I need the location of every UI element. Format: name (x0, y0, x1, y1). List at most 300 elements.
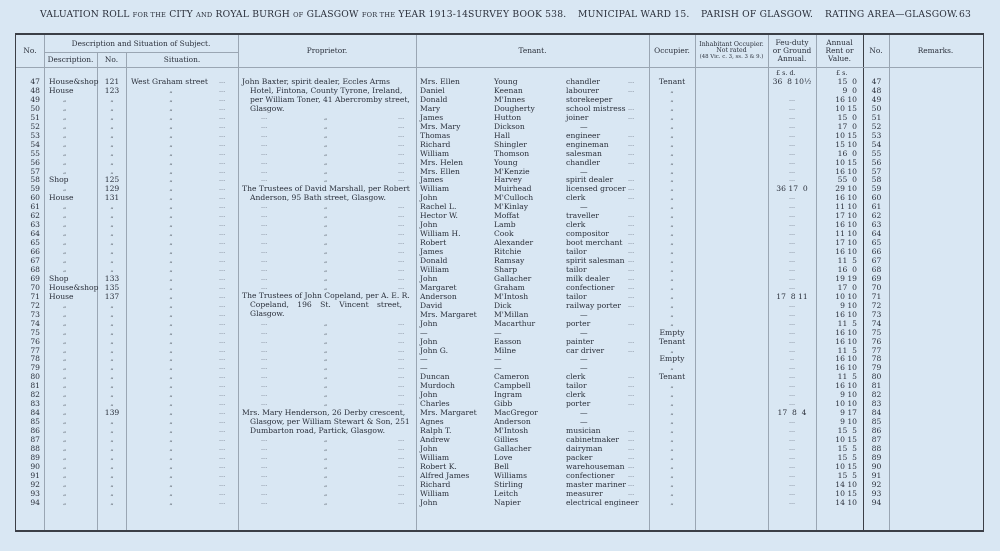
annual-rent-cell: 15 0 (837, 77, 857, 86)
proprietor-dots: ... (398, 318, 405, 327)
proprietor-ditto: „ (324, 399, 328, 408)
feu-duty-cell: ... (788, 220, 796, 229)
occupier-cell: „ (670, 309, 674, 318)
tenant-occupation: porter (566, 399, 591, 409)
annual-rent-cell: 16 10 (835, 336, 857, 346)
feu-duty-cell: ... (788, 103, 796, 112)
annual-rent-cell: 17 10 (835, 211, 857, 221)
situation-cell: „ (169, 390, 173, 399)
annual-rent-cell: 9 10 (840, 390, 857, 400)
table-row (16, 167, 985, 176)
header-no: No. (23, 46, 37, 56)
proprietor-dots: ... (261, 327, 268, 336)
description-cell: „ (63, 426, 67, 435)
tenant-occupation: railway porter (566, 300, 621, 310)
tenant-surname: Ingram (494, 390, 523, 400)
tenant-first-name: James (420, 247, 444, 257)
feu-duty-cell: ... (788, 139, 796, 148)
situation-leader-dots: ... (219, 94, 226, 103)
tenant-leader-dots: ... (628, 381, 635, 390)
header-occupier: Occupier. (654, 46, 690, 56)
description-cell: „ (63, 157, 67, 166)
situation-leader-dots: ... (219, 399, 226, 408)
proprietor-ditto: „ (324, 220, 328, 229)
situation-cell: „ (169, 291, 173, 300)
tenant-leader-dots: ... (628, 372, 635, 381)
feu-duty-cell: 17 8 11 (776, 291, 808, 301)
row-number-right: 65 (871, 238, 882, 248)
proprietor-ditto: „ (324, 256, 328, 264)
tenant-surname: Campbell (494, 381, 531, 391)
occupier-cell: „ (670, 300, 674, 309)
description-cell: „ (63, 300, 67, 309)
row-number: 48 (30, 85, 40, 95)
table-row (16, 444, 985, 453)
feu-duty-cell: ... (788, 336, 796, 345)
annual-rent-cell: 16 0 (837, 148, 857, 158)
feu-units-label: £ s. d. (776, 69, 796, 77)
feu-duty-cell: ... (788, 443, 796, 452)
proprietor-ditto: „ (324, 112, 328, 121)
tenant-leader-dots: ... (628, 157, 635, 166)
description-cell: „ (63, 247, 67, 256)
proprietor-line: Dumbarton road, Partick, Glasgow. (250, 426, 385, 435)
tenant-surname: Harvey (494, 175, 522, 185)
table-row (16, 220, 985, 229)
row-number-right: 54 (871, 139, 882, 149)
annual-rent-cell: 15 5 (837, 470, 857, 480)
description-cell: „ (63, 461, 67, 470)
row-number: 92 (30, 479, 40, 489)
situation-leader-dots: ... (219, 479, 226, 488)
proprietor-dots: ... (398, 452, 405, 461)
tenant-surname: Easson (494, 336, 522, 346)
situation-cell: „ (169, 193, 173, 202)
row-number: 91 (30, 470, 40, 480)
occupier-cell: „ (670, 229, 674, 238)
street-number-cell: „ (110, 256, 114, 264)
row-number-right: 94 (871, 497, 882, 507)
feu-duty-cell: ... (788, 435, 796, 443)
street-number-cell: „ (110, 354, 114, 363)
table-row (16, 104, 985, 113)
situation-leader-dots: ... (219, 372, 226, 381)
annual-rent-cell: 11 5 (837, 372, 857, 382)
feu-duty-cell: ... (788, 497, 796, 506)
occupier-cell: „ (670, 184, 674, 193)
row-number: 80 (30, 372, 40, 382)
situation-cell: „ (169, 497, 173, 506)
table-row (16, 381, 985, 390)
tenant-first-name: Mrs. Ellen (420, 77, 460, 86)
occupier-cell: „ (670, 345, 674, 354)
tenant-occupation: tailor (566, 291, 587, 301)
tenant-leader-dots: ... (628, 85, 635, 94)
description-cell: „ (63, 408, 67, 417)
street-number-cell: „ (110, 264, 114, 273)
description-cell: „ (63, 94, 67, 103)
situation-cell: „ (169, 121, 173, 130)
annual-rent-cell: 10 15 (835, 435, 857, 444)
row-number: 52 (30, 121, 40, 131)
street-number-cell: „ (110, 318, 114, 327)
occupier-cell: „ (670, 85, 674, 94)
tenant-occupation: — (580, 354, 588, 364)
annual-rent-cell: 11 5 (837, 256, 857, 265)
feu-duty-cell: ... (788, 264, 796, 273)
table-row (16, 175, 985, 184)
situation-leader-dots: ... (219, 220, 226, 229)
situation-leader-dots: ... (219, 470, 226, 479)
row-number-right: 53 (871, 130, 882, 140)
tenant-leader-dots: ... (628, 461, 635, 470)
row-number-right: 84 (871, 408, 882, 418)
proprietor-dots: ... (398, 443, 405, 452)
tenant-leader-dots: ... (628, 443, 635, 452)
tenant-leader-dots: ... (628, 426, 635, 435)
tenant-first-name: Mrs. Helen (420, 157, 464, 167)
proprietor-dots: ... (398, 435, 405, 443)
row-number: 83 (30, 399, 40, 409)
proprietor-dots: ... (398, 264, 405, 273)
situation-cell: „ (169, 345, 173, 354)
description-cell: „ (63, 497, 67, 506)
annual-rent-cell: 16 10 (835, 166, 857, 176)
tenant-first-name: John (420, 273, 438, 283)
description-cell: „ (63, 220, 67, 229)
tenant-surname: Bell (494, 461, 509, 471)
proprietor-ditto: „ (324, 211, 328, 220)
tenant-surname: MacGregor (494, 408, 538, 418)
proprietor-dots: ... (398, 470, 405, 479)
occupier-cell: „ (670, 399, 674, 408)
occupier-cell: „ (670, 175, 674, 184)
tenant-first-name: William (420, 264, 450, 274)
occupier-cell: „ (670, 264, 674, 273)
description-cell: House&shop (49, 77, 99, 86)
tenant-leader-dots: ... (628, 273, 635, 282)
situation-leader-dots: ... (219, 184, 226, 193)
tenant-leader-dots: ... (628, 112, 635, 121)
street-number-cell: „ (110, 220, 114, 229)
situation-cell: „ (169, 85, 173, 94)
tenant-leader-dots: ... (628, 211, 635, 220)
tenant-leader-dots: ... (628, 247, 635, 256)
proprietor-ditto: „ (324, 354, 328, 363)
proprietor-dots: ... (261, 247, 268, 256)
tenant-surname: Ramsay (494, 256, 525, 265)
tenant-surname: Young (494, 77, 518, 86)
annual-rent-cell: 15 5 (837, 443, 857, 453)
annual-rent-cell: 29 10 (835, 184, 857, 194)
description-cell: House (49, 291, 74, 301)
tenant-leader-dots: ... (628, 399, 635, 408)
row-number-right: 87 (871, 435, 882, 444)
table-row (16, 399, 985, 408)
header-description: Description. (47, 54, 94, 64)
tenant-surname: Moffat (494, 211, 520, 221)
proprietor-dots: ... (261, 452, 268, 461)
proprietor-dots: ... (398, 211, 405, 220)
description-cell: „ (63, 184, 67, 193)
description-cell: „ (63, 256, 67, 264)
occupier-cell: „ (670, 318, 674, 327)
feu-duty-cell: ... (788, 121, 796, 130)
table-row (16, 489, 985, 498)
tenant-surname: Gibb (494, 399, 513, 409)
street-number-cell: „ (110, 229, 114, 238)
row-number: 65 (30, 238, 40, 248)
header-annual-rent (816, 35, 863, 67)
situation-cell: „ (169, 336, 173, 345)
header-inhabitant (695, 35, 768, 67)
annual-rent-cell: 17 0 (837, 282, 857, 292)
row-number-right: 69 (871, 273, 882, 283)
situation-cell: „ (169, 408, 173, 417)
table-row (16, 86, 985, 95)
tenant-surname: Sharp (494, 264, 518, 274)
tenant-surname: Young (494, 157, 518, 167)
situation-cell: „ (169, 354, 173, 363)
row-number: 85 (30, 417, 40, 427)
tenant-first-name: Murdoch (420, 381, 455, 391)
row-number: 81 (30, 381, 40, 391)
street-number-cell: „ (110, 417, 114, 426)
header-desc-group: Description and Situation of Subject. (71, 38, 211, 48)
proprietor-dots: ... (398, 175, 405, 184)
annual-rent-cell: 16 10 (835, 309, 857, 319)
situation-cell: „ (169, 184, 173, 193)
situation-leader-dots: ... (219, 166, 226, 175)
table-row (16, 480, 985, 489)
occupier-cell: „ (670, 157, 674, 166)
proprietor-ditto: „ (324, 488, 328, 497)
proprietor-dots: ... (398, 229, 405, 238)
proprietor-dots: ... (398, 282, 405, 291)
feu-duty-cell: ... (788, 381, 796, 390)
tenant-surname: M'Culloch (494, 193, 534, 203)
tenant-leader-dots: ... (628, 300, 635, 309)
tenant-surname: Alexander (494, 238, 534, 248)
rent-units-label: £ s. (836, 69, 848, 77)
table-row (16, 435, 985, 444)
occupier-cell: „ (670, 390, 674, 399)
row-number-right: 61 (871, 202, 882, 212)
feu-duty-cell: ... (788, 345, 796, 354)
tenant-first-name: Donald (420, 256, 448, 265)
proprietor-dots: ... (398, 112, 405, 121)
tenant-occupation: — (580, 363, 588, 373)
occupier-cell: „ (670, 211, 674, 220)
table-row (16, 408, 985, 417)
row-number-right: 80 (871, 372, 882, 382)
description-cell: „ (63, 435, 67, 443)
proprietor-ditto: „ (324, 372, 328, 381)
row-number: 79 (30, 363, 40, 373)
street-number-cell: „ (110, 470, 114, 479)
row-number-right: 70 (871, 282, 882, 292)
proprietor-dots: ... (398, 238, 405, 247)
street-number-cell: „ (110, 121, 114, 130)
annual-rent-cell: 10 15 (835, 488, 857, 498)
table-row (16, 328, 985, 337)
situation-leader-dots: ... (219, 497, 226, 506)
tenant-leader-dots: ... (628, 148, 635, 157)
proprietor-ditto: „ (324, 318, 328, 327)
street-number-cell: „ (110, 435, 114, 443)
tenant-surname: M'Kenzie (494, 166, 530, 176)
tenant-first-name: Hector W. (420, 211, 458, 221)
tenant-leader-dots: ... (628, 345, 635, 354)
table-row (16, 140, 985, 149)
description-cell: „ (63, 452, 67, 461)
tenant-first-name: Charles (420, 399, 450, 409)
parish: PARISH OF GLASGOW. (701, 9, 814, 20)
feu-duty-cell: ... (788, 372, 796, 381)
tenant-occupation: master mariner (566, 479, 627, 489)
table-row (16, 256, 985, 265)
municipal-ward: MUNICIPAL WARD 15. (578, 9, 690, 20)
street-number-cell: „ (110, 390, 114, 399)
tenant-leader-dots: ... (628, 318, 635, 327)
row-number: 90 (30, 461, 40, 471)
annual-rent-cell: 11 5 (837, 345, 857, 355)
tenant-surname: Gillies (494, 435, 519, 444)
tenant-first-name: Richard (420, 479, 451, 489)
proprietor-line: Hotel, Fintona, County Tyrone, Ireland, (250, 86, 403, 95)
header-feu-line2: or Ground (772, 46, 812, 56)
proprietor-dots: ... (398, 479, 405, 488)
table-row (16, 113, 985, 122)
row-number: 59 (30, 184, 40, 194)
annual-rent-cell: 11 5 (837, 318, 857, 328)
situation-leader-dots: ... (219, 309, 226, 318)
feu-duty-cell: ... (788, 175, 796, 184)
table-row (16, 292, 985, 301)
proprietor-line: Glasgow, per William Stewart & Son, 251 (250, 417, 410, 426)
occupier-cell: „ (670, 282, 674, 291)
description-cell: „ (63, 417, 67, 426)
table-row (16, 337, 985, 346)
proprietor-ditto: „ (324, 139, 328, 148)
description-cell: Shop (49, 175, 69, 185)
feu-duty-cell: ... (788, 300, 796, 309)
annual-rent-cell: 14 10 (835, 479, 857, 489)
row-number: 60 (30, 193, 40, 203)
proprietor-dots: ... (398, 497, 405, 506)
description-cell: „ (63, 354, 67, 363)
description-cell: „ (63, 166, 67, 175)
tenant-surname: — (494, 363, 502, 373)
street-number-cell: 133 (104, 273, 120, 283)
annual-rent-cell: 9 10 (840, 300, 857, 310)
proprietor-ditto: „ (324, 273, 328, 282)
tenant-surname: — (494, 327, 502, 337)
tenant-occupation: tailor (566, 381, 587, 391)
proprietor-dots: ... (261, 220, 268, 229)
annual-rent-cell: 16 10 (835, 381, 857, 391)
row-number-right: 77 (871, 345, 882, 355)
feu-duty-cell: ... (788, 193, 796, 202)
tenant-occupation: traveller (566, 211, 599, 221)
occupier-cell: „ (670, 139, 674, 148)
tenant-leader-dots: ... (628, 139, 635, 148)
tenant-surname: Hall (494, 130, 511, 140)
situation-cell: „ (169, 488, 173, 497)
tenant-surname: Gallacher (494, 443, 532, 453)
proprietor-line: The Trustees of David Marshall, per Robert (242, 184, 410, 193)
feu-duty-cell: ... (788, 327, 796, 336)
row-number: 76 (30, 336, 40, 346)
proprietor-ditto: „ (324, 238, 328, 247)
situation-cell: „ (169, 399, 173, 408)
occupier-cell: Tenant (658, 77, 686, 86)
row-number-right: 67 (871, 256, 882, 265)
description-cell: House&shop (49, 282, 99, 292)
row-number: 47 (30, 77, 40, 86)
situation-leader-dots: ... (219, 282, 226, 291)
tenant-first-name: Richard (420, 139, 451, 149)
row-number-right: 90 (871, 461, 882, 471)
tenant-first-name: William (420, 488, 450, 498)
row-number: 63 (30, 220, 40, 230)
table-row (16, 363, 985, 372)
table-row (16, 77, 985, 86)
proprietor-ditto: „ (324, 345, 328, 354)
situation-cell: „ (169, 148, 173, 157)
row-number-right: 68 (871, 264, 882, 274)
feu-duty-cell: ... (788, 488, 796, 497)
proprietor-dots: ... (398, 336, 405, 345)
tenant-occupation: warehouseman (566, 461, 625, 471)
feu-duty-cell: ... (788, 399, 796, 408)
tenant-surname: Stirling (494, 479, 523, 489)
row-number-right: 74 (871, 318, 882, 328)
title-of: OF (293, 11, 304, 19)
tenant-first-name: Mrs. Margaret (420, 309, 477, 319)
situation-cell: „ (169, 130, 173, 139)
tenant-occupation: chandler (566, 77, 600, 86)
feu-duty-cell: ... (788, 309, 796, 318)
tenant-occupation: compositor (566, 229, 610, 239)
table-row (16, 301, 985, 310)
row-number: 74 (30, 318, 40, 328)
annual-rent-cell: 17 0 (837, 121, 857, 131)
feu-duty-cell: ... (788, 390, 796, 399)
situation-leader-dots: ... (219, 408, 226, 417)
situation-cell: „ (169, 157, 173, 166)
proprietor-dots: ... (398, 121, 405, 130)
row-number: 57 (30, 166, 40, 176)
situation-leader-dots: ... (219, 273, 226, 282)
proprietor-dots: ... (261, 202, 268, 211)
description-cell: „ (63, 363, 67, 372)
description-cell: „ (63, 229, 67, 238)
street-number-cell: „ (110, 166, 114, 175)
header-num: No. (104, 54, 119, 64)
situation-leader-dots: ... (219, 345, 226, 354)
occupier-cell: „ (670, 461, 674, 470)
occupier-cell: „ (670, 166, 674, 175)
row-number: 64 (30, 229, 40, 239)
street-number-cell: „ (110, 479, 114, 488)
situation-cell: „ (169, 247, 173, 256)
situation-cell: „ (169, 363, 173, 372)
annual-rent-cell: 19 19 (835, 273, 857, 283)
header-rent-line3: Value. (828, 53, 851, 63)
description-cell: House (49, 193, 74, 203)
table-row (16, 122, 985, 131)
